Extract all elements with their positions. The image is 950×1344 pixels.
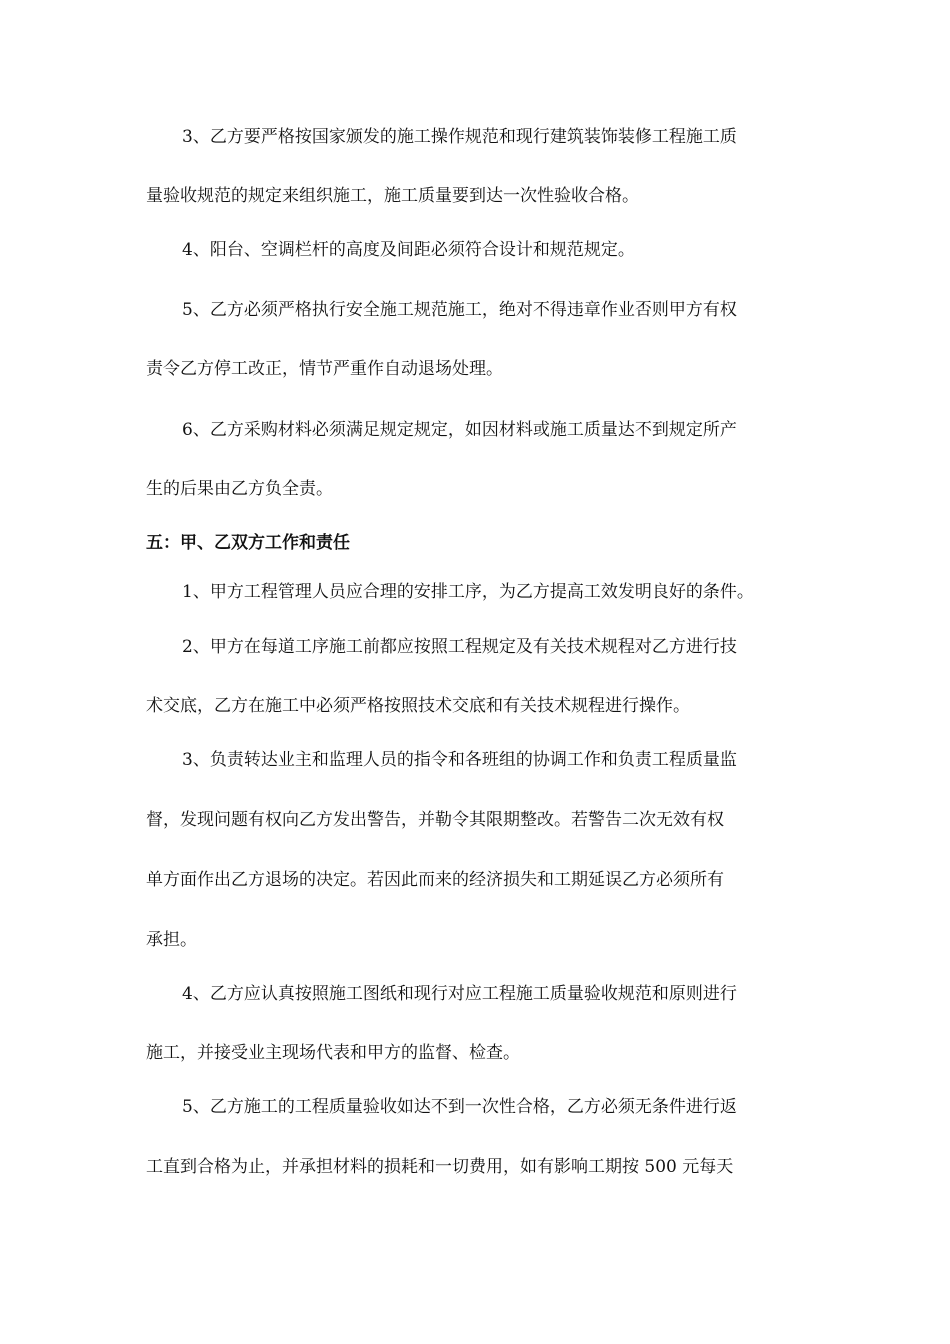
clause-5-4-line-2: 施工，并接受业主现场代表和甲方的监督、检查。 <box>146 1043 520 1063</box>
clause-5-2-line-1: 2、甲方在每道工序施工前都应按照工程规定及有关技术规程对乙方进行技 <box>182 637 737 657</box>
clause-5-5-line-2: 工直到合格为止，并承担材料的损耗和一切费用，如有影响工期按 500 元每天 <box>146 1157 734 1177</box>
section-heading-5: 五：甲、乙双方工作和责任 <box>146 533 350 553</box>
clause-4-3-line-2: 量验收规范的规定来组织施工，施工质量要到达一次性验收合格。 <box>146 186 639 206</box>
clause-5-3-line-2: 督，发现问题有权向乙方发出警告，并勒令其限期整改。若警告二次无效有权 <box>146 810 724 830</box>
clause-4-4-line-1: 4、阳台、空调栏杆的高度及间距必须符合设计和规范规定。 <box>182 240 635 260</box>
clause-4-6-line-1: 6、乙方采购材料必须满足规定规定，如因材料或施工质量达不到规定所产 <box>182 420 737 440</box>
clause-4-6-line-2: 生的后果由乙方负全责。 <box>146 479 333 499</box>
clause-4-5-line-2: 责令乙方停工改正，情节严重作自动退场处理。 <box>146 359 503 379</box>
clause-5-2-line-2: 术交底，乙方在施工中必须严格按照技术交底和有关技术规程进行操作。 <box>146 696 690 716</box>
clause-5-5-line-1: 5、乙方施工的工程质量验收如达不到一次性合格，乙方必须无条件进行返 <box>182 1097 737 1117</box>
clause-5-3-line-1: 3、负责转达业主和监理人员的指令和各班组的协调工作和负责工程质量监 <box>182 750 737 770</box>
clause-4-3-line-1: 3、乙方要严格按国家颁发的施工操作规范和现行建筑装饰装修工程施工质 <box>182 127 737 147</box>
clause-5-4-line-1: 4、乙方应认真按照施工图纸和现行对应工程施工质量验收规范和原则进行 <box>182 984 737 1004</box>
clause-5-1-line-1: 1、甲方工程管理人员应合理的安排工序，为乙方提高工效发明良好的条件。 <box>182 582 754 602</box>
clause-5-3-line-4: 承担。 <box>146 930 197 950</box>
clause-5-3-line-3: 单方面作出乙方退场的决定。若因此而来的经济损失和工期延误乙方必须所有 <box>146 870 724 890</box>
clause-4-5-line-1: 5、乙方必须严格执行安全施工规范施工，绝对不得违章作业否则甲方有权 <box>182 300 737 320</box>
